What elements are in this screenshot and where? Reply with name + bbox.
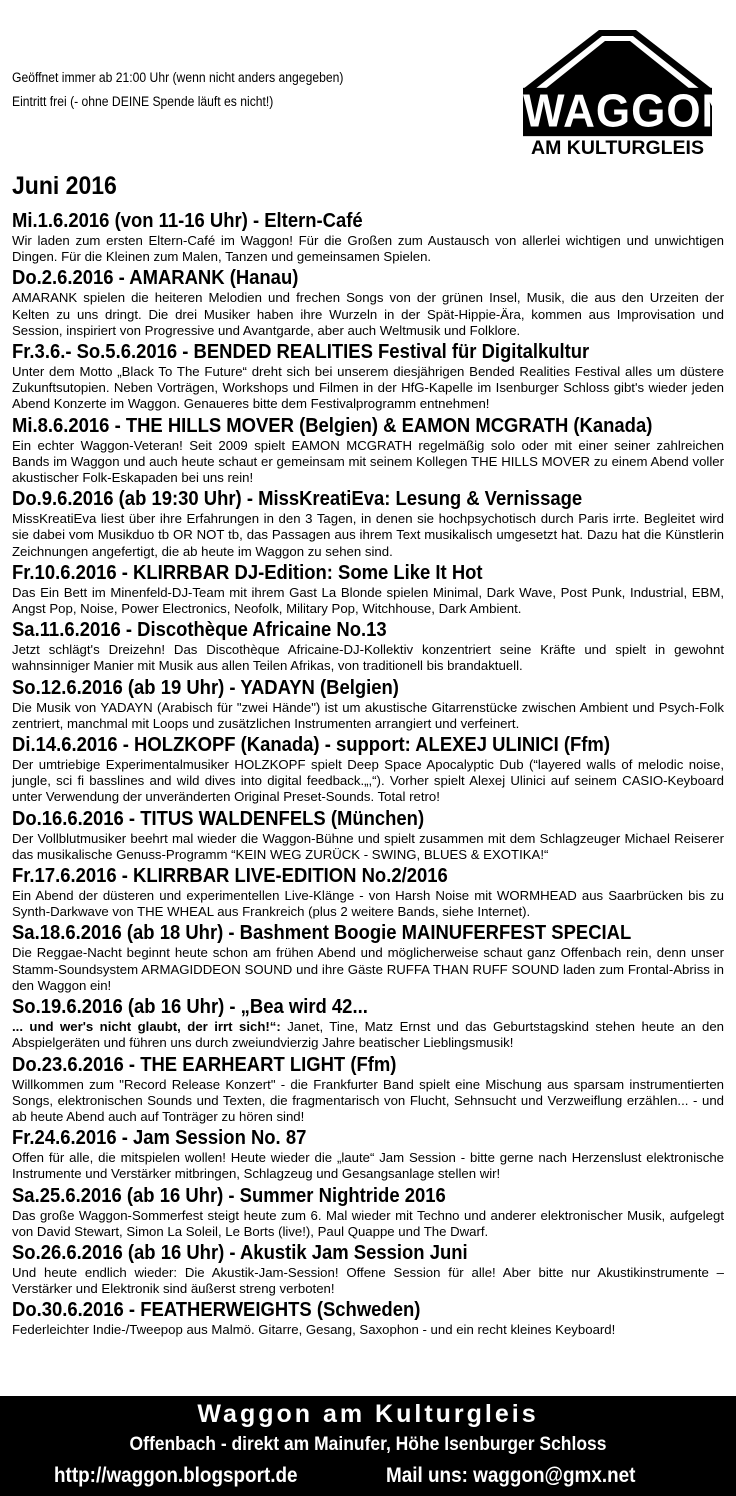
event-description: AMARANK spielen die heiteren Melodien und frechen Songs von der grünen Insel, Musik, die aus den Urzeiten der Kelten zu uns dringt. Die drei Musiker haben ihre Wurzeln in der Spät-Hippie-Ära, kommen aus Improvisation und Session, inspiriert von Progressive und Avantgarde, aber auch Weltmusik und Folklore. [12,290,724,338]
event-item [12,1183,724,1240]
event-item [12,1240,724,1297]
event-item [12,486,724,560]
entry-info: Eintritt frei (- ohne DEINE Spende läuft es nicht!) [12,94,274,109]
website-link[interactable]: http://waggon.blogsport.de [54,1464,298,1487]
event-title: Fr.10.6.2016 - KLIRRBAR DJ-Edition: Some Like It Hot [12,560,483,584]
waggon-logo [523,27,735,159]
event-item [12,617,724,674]
footer-title: Waggon am Kulturgleis [197,1400,539,1428]
event-description: Das Ein Bett im Minenfeld-DJ-Team mit ihrem Gast La Blonde spielen Minimal, Dark Wave, Post Punk, Industrial, EBM, Angst Pop, Noise, Power Electronics, Neofolk, Military Pop, Witchhouse, Dark Ambient. [12,584,724,617]
opening-info [12,66,343,114]
event-description: Federleichter Indie-/Tweepop aus Malmö. Gitarre, Gesang, Saxophon - und ein recht kleines Keyboard! [12,1322,616,1338]
event-description: Die Musik von YADAYN (Arabisch für "zwei Hände") ist um akustische Gitarrenstücke zwischen Ambient und Psych-Folk zentriert, manchmal mit Loops und zusätzlichen Instrumenten arrangiert und verfeinert. [12,699,724,731]
opening-hours: Geöffnet immer ab 21:00 Uhr (wenn nicht anders angegeben) [12,70,344,85]
event-title: Sa.11.6.2016 - Discothèque Africaine No.13 [12,618,387,642]
event-title: Fr.17.6.2016 - KLIRRBAR LIVE-EDITION No.2/2016 [12,864,448,888]
event-title: So.26.6.2016 (ab 16 Uhr) - Akustik Jam Session Juni [12,1240,468,1264]
event-description: Ein Abend der düsteren und experimentellen Live-Klänge - von Harsh Noise mit WORMHEAD aus Saarbrücken bis zu Synth-Darkwave von THE WHEAL aus Frankreich (plus 2 weitere Bands, siehe Internet). [12,888,724,920]
event-list [12,208,724,1339]
event-item [12,1297,724,1338]
event-lead: ... und wer's nicht glaubt, der irrt sich!“: [12,1019,281,1035]
footer-address: Offenbach - direkt am Mainufer, Höhe Isenburger Schloss [129,1434,607,1455]
footer [0,1396,736,1496]
event-description: Willkommen zum "Record Release Konzert" - die Frankfurter Band spielt eine Mischung aus sparsam instrumentierten Songs, elektronischen Sounds und Texten, die fragmentarisch von Flucht, Sehnsucht und Verzweiflung erzählen... - und ab heute Abend auch auf Tonträger zu hören sind! [12,1076,724,1124]
event-item [12,863,724,920]
event-title: So.12.6.2016 (ab 19 Uhr) - YADAYN (Belgien) [12,675,399,699]
event-item [12,675,724,732]
event-title: Sa.25.6.2016 (ab 16 Uhr) - Summer Nightride 2016 [12,1183,446,1207]
event-description: Der Vollblutmusiker beehrt mal wieder die Waggon-Bühne und spielt zusammen mit dem Schlagzeuger Michael Reiserer das musikalische Genuss-Programm “KEIN WEG ZURÜCK - SWING, BLUES & EXOTIKA!“ [12,830,724,862]
event-item [12,806,724,863]
event-item [12,994,724,1051]
event-title: Do.16.6.2016 - TITUS WALDENFELS (München) [12,806,425,830]
event-item [12,732,724,806]
event-item [12,1052,724,1126]
month-heading: Juni 2016 [12,172,117,200]
logo-main-text: WAGGON [523,85,735,138]
event-title: Di.14.6.2016 - HOLZKOPF (Kanada) - support: ALEXEJ ULINICI (Ffm) [12,733,610,757]
event-item [12,920,724,994]
event-description: Ein echter Waggon-Veteran! Seit 2009 spielt EAMON MCGRATH regelmäßig solo oder mit einer seiner zahlreichen Bands im Waggon und auch heute schaut er gemeinsam mit seinem Kollegen THE HILLS MOVER zu einem Abend voller akustischer Folk-Eskapaden bei uns rein! [12,437,724,486]
event-title: Mi.1.6.2016 (von 11-16 Uhr) - Eltern-Café [12,209,363,232]
event-description: Offen für alle, die mitspielen wollen! Heute wieder die „laute“ Jam Session - bitte gerne nach Herzenslust elektronische Instrumente und Verstärker mitbringen, Schlagzeug und Gesangsanlage stellen wir! [12,1150,724,1182]
event-item [12,560,724,617]
event-description: Die Reggae-Nacht beginnt heute schon am frühen Abend und möglicherweise schaut ganz Offenbach rein, denn unser Stamm-Soundsystem ARMAGIDDEON SOUND und ihre Gäste RUFFA THAN RUFF SOUND laden zum Frontal-Abriss in den Waggon ein! [12,945,724,993]
event-description: MissKreatiEva liest über ihre Erfahrungen in den 3 Tagen, in denen sie hochpsychotisch durch Paris irrte. Begleitet wird sie dabei vom Musikduo tb OR NOT tb, das Passagen aus ihrem Text musikalisch umgesetzt hat. Dazu hat die Künstlerin Zeichnungen angefertigt, die ab heute im Waggon zu sehen sind. [12,511,724,559]
event-description: Der umtriebige Experimentalmusiker HOLZKOPF spielt Deep Space Apocalyptic Dub (“layered walls of melodic noise, jungle, sci fi basslines and wild dives into digital feedback.„,“). Vorher spielt Alexej Ulinici auf seinem CASIO-Keyboard unter Verwendung der unveränderten Original Preset-Sounds. Total retro! [12,757,724,805]
train-roof-icon [523,27,712,89]
event-title: So.19.6.2016 (ab 16 Uhr) - „Bea wird 42... [12,995,368,1019]
event-item [12,413,724,487]
event-description: Wir laden zum ersten Eltern-Café im Waggon! Für die Großen zum Austausch von allerlei wichtigen und unwichtigen Dingen. Für die Kleinen zum Malen, Tanzen und gemeinsamen Spielen. [12,233,724,265]
event-title: Do.30.6.2016 - FEATHERWEIGHTS (Schweden) [12,1298,421,1322]
event-description-text: Janet, Tine, Matz Ernst und das Geburtstagskind stehen heute an den Abspielgeräten und führen uns durch zweiundvierzig Jahre beatischer Lieblingsmusik! [12,1019,725,1051]
event-description: Und heute endlich wieder: Die Akustik-Jam-Session! Offene Session für alle! Aber bitte nur Akustikinstrumente – Verstärker und Elektronik sind äußerst streng verboten! [12,1264,724,1297]
event-description: Unter dem Motto „Black To The Future“ dreht sich bei unserem diesjährigen Bended Realities Festival alles um düstere Zukunftsutopien. Neben Vorträgen, Workshops und Filmen in der HfG-Kapelle im Isenburger Schloss gibt's wieder jeden Abend Konzerte im Waggon. Genaueres bitte dem Festivalprogramm entnehmen! [12,364,724,412]
event-item [12,1125,724,1182]
event-title: Do.9.6.2016 (ab 19:30 Uhr) - MissKreatiEva: Lesung & Vernissage [12,487,583,511]
event-title: Do.23.6.2016 - THE EARHEART LIGHT (Ffm) [12,1052,397,1076]
event-item [12,339,724,413]
event-description: Das große Waggon-Sommerfest steigt heute zum 6. Mal wieder mit Techno und anderer elektronischer Musik, aufgelegt von David Stewart, Simon La Soleil, Le Borts (live!), Paul Quappe und The Dwarf. [12,1207,724,1239]
event-title: Sa.18.6.2016 (ab 18 Uhr) - Bashment Boogie MAINUFERFEST SPECIAL [12,921,632,945]
event-item [12,265,724,339]
event-title: Mi.8.6.2016 - THE HILLS MOVER (Belgien) & EAMON MCGRATH (Kanada) [12,413,653,437]
event-title: Fr.3.6.- So.5.6.2016 - BENDED REALITIES Festival für Digitalkultur [12,340,590,364]
event-title: Fr.24.6.2016 - Jam Session No. 87 [12,1126,307,1150]
event-item [12,208,724,265]
event-title: Do.2.6.2016 - AMARANK (Hanau) [12,266,299,290]
event-description [12,1019,724,1051]
logo-sub-text: AM KULTURGLEIS [531,137,704,159]
email-contact[interactable]: Mail uns: waggon@gmx.net [386,1464,636,1487]
event-description: Jetzt schlägt's Dreizehn! Das Discothèque Africaine-DJ-Kollektiv konzentriert seine Kräfte und spielt in gewohnt wahnsinniger Manier mit Musik aus allen Teilen Afrikas, von traditionell bis brandaktuell. [12,642,724,674]
